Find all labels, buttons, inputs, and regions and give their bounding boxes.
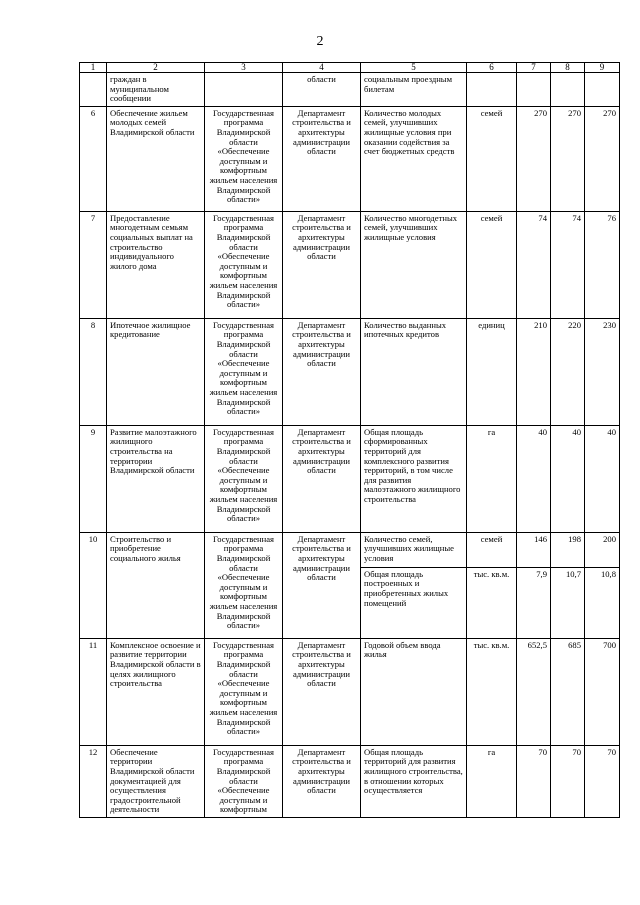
measure-cell: Развитие малоэтажного жилищного строительства на территории Владимирской области xyxy=(107,425,205,532)
indicator-cell: Количество семей, улучшивших жилищные условия xyxy=(361,532,467,567)
measure-cell: Обеспечение территории Владимирской области документацией для осуществления градостроительной деятельности xyxy=(107,745,205,817)
value-cell: 40 xyxy=(517,425,551,532)
column-number-row xyxy=(80,63,620,73)
executor-cell: Департамент строительства и архитектуры администрации области xyxy=(283,425,361,532)
unit-cell: семей xyxy=(467,211,517,318)
value-cell: 210 xyxy=(517,318,551,425)
column-header: 2 xyxy=(107,63,205,73)
executor-cell: Департамент строительства и архитектуры администрации области xyxy=(283,745,361,817)
unit-cell: единиц xyxy=(467,318,517,425)
indicator-cell: Количество молодых семей, улучшивших жилищные условия при оказании содействия за счет бюджетных средств xyxy=(361,106,467,211)
unit-cell: тыс. кв.м. xyxy=(467,567,517,638)
column-header: 6 xyxy=(467,63,517,73)
executor-cell: Департамент строительства и архитектуры администрации области xyxy=(283,532,361,638)
executor-cell: области xyxy=(283,73,361,107)
value-cell: 7,9 xyxy=(517,567,551,638)
value-cell: 230 xyxy=(585,318,620,425)
value-cell xyxy=(551,73,585,107)
measure-cell: Комплексное освоение и развитие территории Владимирской области в целях жилищного строительства xyxy=(107,638,205,745)
executor-cell: Департамент строительства и архитектуры администрации области xyxy=(283,318,361,425)
program-cell: Государственная программа Владимирской области «Обеспечение доступным и комфортным жильем населения Владимирской области» xyxy=(205,425,283,532)
program-cell: Государственная программа Владимирской области «Обеспечение доступным и комфортным жильем населения Владимирской области» xyxy=(205,318,283,425)
value-cell: 70 xyxy=(585,745,620,817)
column-header: 5 xyxy=(361,63,467,73)
indicator-cell: социальным проездным билетам xyxy=(361,73,467,107)
unit-cell xyxy=(467,73,517,107)
value-cell: 652,5 xyxy=(517,638,551,745)
value-cell: 74 xyxy=(551,211,585,318)
table-row xyxy=(80,425,620,532)
table-row xyxy=(80,638,620,745)
table-row xyxy=(80,211,620,318)
executor-cell: Департамент строительства и архитектуры администрации области xyxy=(283,638,361,745)
column-header: 9 xyxy=(585,63,620,73)
value-cell: 10,8 xyxy=(585,567,620,638)
indicator-cell: Количество многодетных семей, улучшивших жилищные условия xyxy=(361,211,467,318)
measure-cell: Обеспечение жильем молодых семей Владимирской области xyxy=(107,106,205,211)
column-header: 1 xyxy=(80,63,107,73)
indicator-cell: Годовой объем ввода жилья xyxy=(361,638,467,745)
unit-cell: семей xyxy=(467,532,517,567)
value-cell: 200 xyxy=(585,532,620,567)
value-cell: 270 xyxy=(517,106,551,211)
table-row xyxy=(80,106,620,211)
table-row xyxy=(80,532,620,567)
table-row xyxy=(80,73,620,107)
row-number-cell: 10 xyxy=(80,532,107,638)
table-row xyxy=(80,318,620,425)
executor-cell: Департамент строительства и архитектуры администрации области xyxy=(283,211,361,318)
program-cell: Государственная программа Владимирской области «Обеспечение доступным и комфортным жильем населения Владимирской области» xyxy=(205,106,283,211)
unit-cell: га xyxy=(467,745,517,817)
measures-table xyxy=(79,62,620,818)
value-cell xyxy=(585,73,620,107)
executor-cell: Департамент строительства и архитектуры администрации области xyxy=(283,106,361,211)
value-cell: 10,7 xyxy=(551,567,585,638)
measure-cell: граждан в муниципальном сообщении xyxy=(107,73,205,107)
table-row xyxy=(80,745,620,817)
value-cell: 270 xyxy=(551,106,585,211)
column-header: 7 xyxy=(517,63,551,73)
row-number-cell: 6 xyxy=(80,106,107,211)
unit-cell: семей xyxy=(467,106,517,211)
unit-cell: га xyxy=(467,425,517,532)
value-cell: 146 xyxy=(517,532,551,567)
row-number-cell: 9 xyxy=(80,425,107,532)
value-cell: 270 xyxy=(585,106,620,211)
program-cell: Государственная программа Владимирской области «Обеспечение доступным и комфортным жильем населения Владимирской области» xyxy=(205,532,283,638)
row-number-cell: 12 xyxy=(80,745,107,817)
program-cell: Государственная программа Владимирской области «Обеспечение доступным и комфортным xyxy=(205,745,283,817)
value-cell: 198 xyxy=(551,532,585,567)
value-cell: 76 xyxy=(585,211,620,318)
value-cell: 40 xyxy=(551,425,585,532)
value-cell: 685 xyxy=(551,638,585,745)
indicator-cell: Общая площадь сформированных территорий для комплексного развития территорий, в том числе для развития малоэтажного жилищного строительства xyxy=(361,425,467,532)
value-cell xyxy=(517,73,551,107)
indicator-cell: Количество выданных ипотечных кредитов xyxy=(361,318,467,425)
row-number-cell: 8 xyxy=(80,318,107,425)
unit-cell: тыс. кв.м. xyxy=(467,638,517,745)
indicator-cell: Общая площадь территорий для развития жилищного строительства, в отношении которых осуществляется xyxy=(361,745,467,817)
column-header: 8 xyxy=(551,63,585,73)
value-cell: 70 xyxy=(551,745,585,817)
value-cell: 700 xyxy=(585,638,620,745)
row-number-cell: 11 xyxy=(80,638,107,745)
program-cell: Государственная программа Владимирской области «Обеспечение доступным и комфортным жильем населения Владимирской области» xyxy=(205,638,283,745)
value-cell: 220 xyxy=(551,318,585,425)
column-header: 3 xyxy=(205,63,283,73)
page-number: 2 xyxy=(316,34,324,49)
column-header: 4 xyxy=(283,63,361,73)
row-number-cell xyxy=(80,73,107,107)
measure-cell: Предоставление многодетным семьям социальных выплат на строительство индивидуального жилого дома xyxy=(107,211,205,318)
value-cell: 74 xyxy=(517,211,551,318)
measure-cell: Строительство и приобретение социального жилья xyxy=(107,532,205,638)
value-cell: 40 xyxy=(585,425,620,532)
program-cell xyxy=(205,73,283,107)
measure-cell: Ипотечное жилищное кредитование xyxy=(107,318,205,425)
indicator-cell: Общая площадь построенных и приобретенных жилых помещений xyxy=(361,567,467,638)
row-number-cell: 7 xyxy=(80,211,107,318)
value-cell: 70 xyxy=(517,745,551,817)
program-cell: Государственная программа Владимирской области «Обеспечение доступным и комфортным жильем населения Владимирской области» xyxy=(205,211,283,318)
